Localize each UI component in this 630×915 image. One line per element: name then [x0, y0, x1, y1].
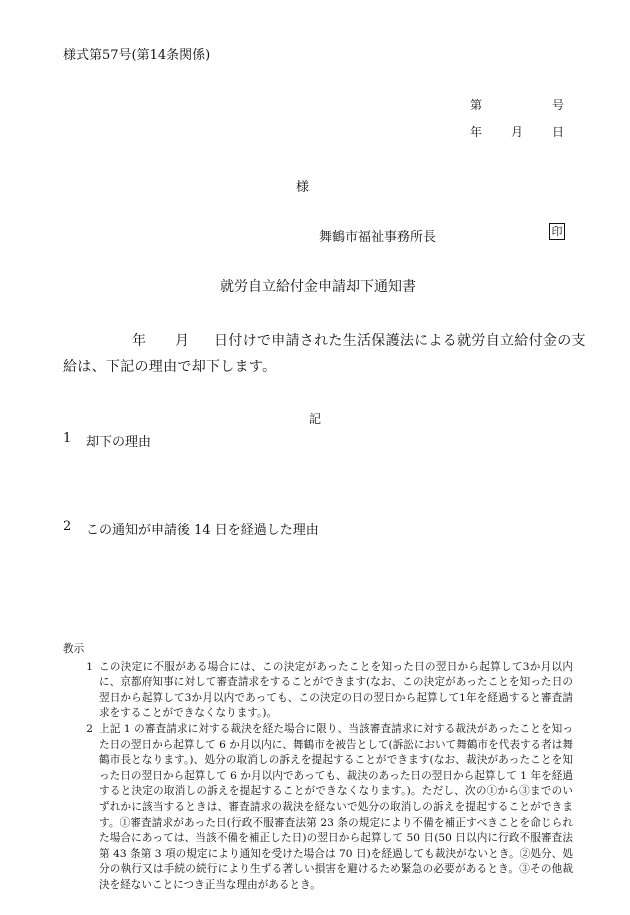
- section-1-number: 1: [63, 431, 72, 446]
- date-day: 日: [552, 125, 565, 139]
- form-label: 様式第57号(第14条関係): [63, 48, 211, 63]
- body-line-1: 日付けで申請された生活保護法による就労自立給付金の支: [214, 333, 586, 349]
- document-title: 就労自立給付金申請却下通知書: [220, 279, 416, 295]
- seal-mark: 印: [549, 223, 565, 240]
- section-2-number: 2: [63, 519, 72, 534]
- number-prefix: 第: [470, 98, 483, 112]
- note-item: [63, 660, 573, 722]
- number-suffix: 号: [552, 98, 565, 112]
- note-item: [63, 722, 573, 894]
- date-month: 月: [511, 125, 524, 139]
- section-2-label: この通知が申請後 14 日を経過した理由: [86, 523, 319, 538]
- addressee-honorific: 様: [296, 180, 310, 195]
- date-year: 年: [470, 125, 483, 139]
- note-text: 上記 1 の審査請求に対する裁決を経た場合に限り、当該審査請求に対する裁決があったことを知った日の翌日から起算して 6 か月以内に、舞鶴市を被告として(訴訟において舞鶴市を代表する者は舞鶴市長となります。)、処分の取消しの訴えを提起することができます(なお、裁決があったことを知った日の翌日から起算して 6 か月以内であっても、裁決のあった日の翌日から起算して 1 年を経過すると決定の取消しの訴えを提起することができなくなります。)。ただし、次の①から③までのいずれかに該当するときは、審査請求の裁決を経ないで処分の取消しの訴えを提起することができます。①審査請求があった日(行政不服審査法第 23 条の規定により不備を補正すべきことを命じられた場合にあっては、当該不備を補正した日)の翌日から起算して 50 日(50 日以内に行政不服審査法第 43 条第 3 項の規定により通知を受けた場合は 70 日)を経過しても裁決がないとき。②処分、処分の執行又は手続の続行により生ずる著しい損害を避けるため緊急の必要があるとき。③その他裁決を経ないことにつき正当な理由があるとき。: [99, 722, 573, 891]
- notes-block: [63, 642, 573, 894]
- ki-heading: 記: [309, 412, 322, 426]
- note-number: 1: [86, 660, 93, 673]
- note-text: この決定に不服がある場合には、この決定があったことを知った日の翌日から起算して3か月以内に、京都府知事に対して審査請求をすることができます(なお、この決定があったことを知った日の翌日から起算して3か月以内であっても、この決定の日の翌日から起算して1年を経過すると審査請求をすることができなくなります。)。: [99, 660, 573, 720]
- body-year: 年: [132, 333, 147, 349]
- sender-name: 舞鶴市福祉事務所長: [319, 230, 437, 245]
- body-line-2: 給は、下記の理由で却下します。: [63, 359, 277, 375]
- note-number: 2: [86, 722, 93, 735]
- body-month: 月: [175, 333, 190, 349]
- notes-heading: 教示: [63, 643, 85, 655]
- section-1-label: 却下の理由: [86, 435, 152, 450]
